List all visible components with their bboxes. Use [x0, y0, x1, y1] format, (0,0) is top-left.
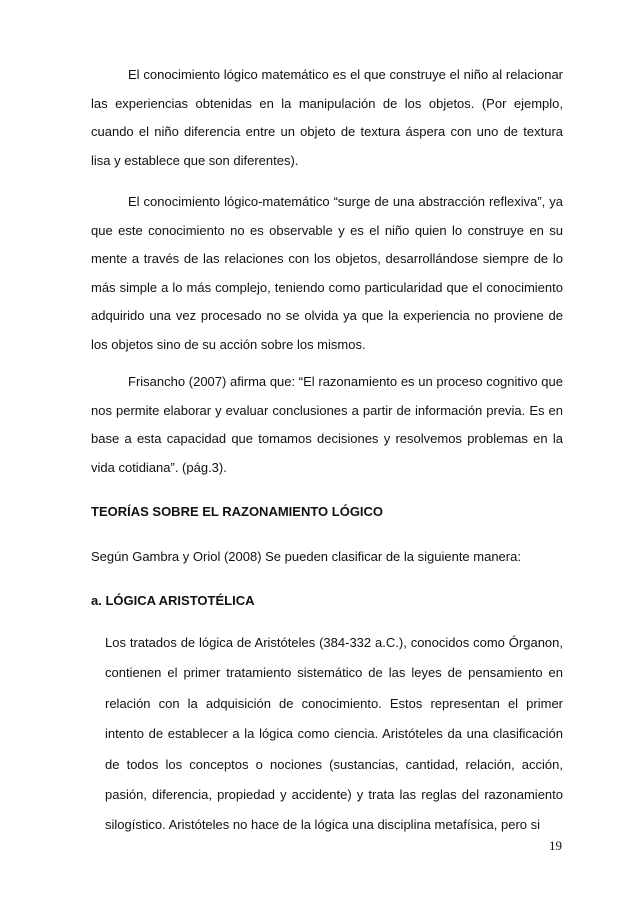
- paragraph-frisancho-quote: Frisancho (2007) afirma que: “El razonamiento es un proceso cognitivo que nos permite elaborar y evaluar conclusiones a partir de información previa. Es en base a esta capacidad que tomamos decisiones y resolvemos problemas en la vida cotidiana”. (pág.3).: [91, 374, 563, 475]
- section-heading: TEORÍAS SOBRE EL RAZONAMIENTO LÓGICO: [91, 504, 384, 519]
- paragraph-logical-knowledge: El conocimiento lógico matemático es el que construye el niño al relacionar las experiencias obtenidas en la manipulación de los objetos. (Por ejemplo, cuando el niño diferencia entre un objeto de textura áspera con uno de textura lisa y establece que son diferentes).: [91, 67, 563, 168]
- page-number: 19: [549, 838, 562, 853]
- paragraph-reflexive-abstraction: El conocimiento lógico-matemático “surge de una abstracción reflexiva”, ya que este conocimiento no es observable y es el niño quien lo construye en su mente a través de las relaciones con los objetos, desarrollándose siempre de lo más simple a lo más complejo, teniendo como particularidad que el conocimiento adquirido una vez procesado no se olvida ya que la experiencia no proviene de los objetos sino de su acción sobre los mismos.: [91, 194, 563, 352]
- subsection-paragraph: Los tratados de lógica de Aristóteles (384-332 a.C.), conocidos como Órganon, contienen el primer tratamiento sistemático de las leyes de pensamiento en relación con la adquisición de conocimiento. Estos representan el primer intento de establecer a la lógica como ciencia. Aristóteles da una clasificación de todos los conceptos o nociones (sustancias, cantidad, relación, acción, pasión, diferencia, propiedad y accidente) y trata las reglas del razonamiento silogístico. Aristóteles no hace de la lógica una disciplina metafísica, pero si: [105, 635, 563, 833]
- intro-line: Según Gambra y Oriol (2008) Se pueden clasificar de la siguiente manera:: [91, 549, 521, 564]
- subsection-heading: a. LÓGICA ARISTOTÉLICA: [91, 593, 255, 608]
